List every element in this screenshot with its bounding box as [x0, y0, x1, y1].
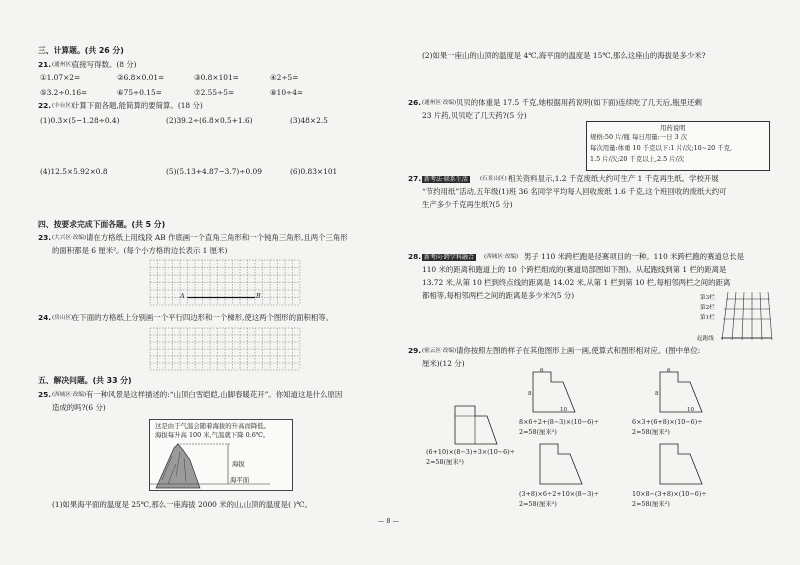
figure-top-right [650, 368, 710, 416]
formula-5-line1: 10×8−(3+8)×(10−6)÷ [632, 490, 707, 498]
formula-2-line1: 6×3+(6+8)×(10−6)÷ [632, 418, 703, 426]
fig-top-right-dim-base: 10 [687, 407, 695, 413]
q27-line3: 生产多少千克再生纸?(5 分) [422, 200, 513, 209]
q28-number: 28. [408, 252, 422, 261]
figure-bottom-right-shape [660, 444, 702, 484]
q22-item-4: (4)12.5×5.92×0.8 [40, 167, 108, 176]
section3-heading: 三、计算题。(共 26 分) [38, 46, 124, 55]
altitude-label: 海拔 [232, 460, 245, 468]
fig-top-right-dim-top: 6 [667, 368, 671, 374]
formula-1-line2: 2=58(厘米²) [519, 428, 557, 436]
q23-number: 23. [38, 233, 52, 242]
q22-item-5: (5)(5.13+4.87−3.7)÷0.09 [166, 167, 262, 176]
q26-number: 26. [408, 98, 422, 107]
section5-heading: 五、解决问题。(共 33 分) [38, 376, 132, 385]
q21-item-6: ⑥75÷0.15= [117, 88, 162, 97]
section4-heading: 四、按要求完成下面各题。(共 5 分) [38, 220, 166, 229]
q29-line2: 厘米)(12 分) [422, 359, 465, 368]
q21-tag: (通州区) [52, 62, 74, 68]
q23-tag: (大兴区·改编) [52, 235, 87, 241]
q21-item-2: ②6.8×0.01= [117, 73, 165, 82]
q21-item-5: ⑤3.2÷0.16= [40, 88, 88, 97]
start-line-label: 起跑线 [697, 336, 714, 342]
q22-item-6: (6)0.83×101 [290, 167, 338, 176]
hurdle-label-1: 第1栏 [700, 315, 715, 321]
q24-grid-lines [150, 328, 300, 370]
q21-item-8: ⑧10÷4= [270, 88, 304, 97]
q22-item-2: (2)39.2÷(6.8×0.5+1.6) [166, 116, 253, 125]
q27-badge-wrap [422, 174, 470, 184]
altitude-note-2: 海拔每升高 100 米,气温就下降 0.6℃。 [155, 431, 270, 439]
q25-tag: (西城区·改编) [52, 392, 87, 398]
q22-item-3: (3)48×2.5 [290, 116, 328, 125]
figure-bottom-left-shape [540, 444, 582, 484]
q21-text: 直接写得数。(8 分) [72, 60, 137, 69]
medicine-box-line-3: 1.5 片/次;20 千克以上,2.5 片/次 [590, 155, 685, 163]
q26-tag: (通州区·改编) [422, 100, 457, 106]
q28-line2: 110 米的距离和跑道上的 10 个跨栏组成的(赛道局部图如下图)。从起跑线到第 1 栏的距离是 [422, 265, 727, 274]
figure-bottom-right [650, 440, 710, 488]
page-number: — 8 — [378, 517, 399, 525]
mountain-drawing [150, 440, 290, 490]
q24-tag: (房山区) [52, 315, 74, 321]
q22-text: 计算下面各题,能简算的要简算。(18 分) [72, 101, 203, 110]
q22-number: 22. [38, 101, 52, 110]
medicine-box-title: 用药说明 [660, 124, 686, 132]
formula-4-line2: 2=58(厘米²) [519, 500, 557, 508]
example-figure [445, 400, 505, 450]
formula-3-line2: 2=58(厘米²) [426, 458, 464, 466]
q24-text: 在下面的方格纸上分别画一个平行四边形和一个梯形,使这两个图形的面积相等。 [72, 313, 334, 322]
point-b-label: B [256, 292, 261, 300]
q25-line2: 造成的吗?(6 分) [52, 403, 106, 412]
fig-top-left-dim-top: 6 [540, 368, 544, 374]
q27-badge: 新考法·联系生活 [424, 176, 468, 183]
figure-top-left-shape [533, 372, 575, 412]
formula-3-line1: (6+10)×(8−3)+3×(10−6)÷ [426, 448, 516, 456]
q29-line1: 请你按照左图的样子在其他图形上画一画,使算式和图形相对应。(图中单位: [456, 346, 701, 355]
q28-line1: 男子 110 米跨栏跑是径赛项目的一种。110 米跨栏跑的赛道总长是 [524, 252, 745, 261]
figure-top-right-shape [660, 372, 702, 412]
formula-4-line1: (3+8)×6÷2+10×(8−3)÷ [519, 490, 599, 498]
formula-2-line2: 2=58(厘米²) [632, 428, 670, 436]
fig-top-left-dim-side: 8 [528, 391, 532, 397]
q28-line4: 都相等,每相邻两栏之间的距离是多少米?(5 分) [422, 291, 575, 300]
q29-number: 29. [408, 346, 422, 355]
q26-line2: 23 片药,贝贝吃了几天药?(5 分) [422, 111, 527, 120]
q21-item-3: ③0.8×101= [194, 73, 239, 82]
q26-line1: 贝贝的体重是 17.5 千克,她根据用药说明(如下面)连续吃了几天后,瓶里还剩 [456, 98, 702, 107]
formula-1-line1: 8×6÷2+(8−3)×(10−6)÷ [519, 418, 599, 426]
medicine-box-line-2: 每次用量:体重 10 千克以下:1 片/次;10∼20 千克, [590, 144, 733, 152]
q23-grid[interactable] [150, 260, 300, 305]
figure-top-left [523, 368, 583, 416]
q28-tag: (西城区·改编) [484, 254, 519, 260]
medicine-box-line-1: 规格:50 片/瓶 每日用量:一日 3 次 [590, 133, 688, 141]
q27-number: 27. [408, 174, 422, 183]
q25-sub1: (1)如果海平面的温度是 25℃,那么一座海拔 2000 米的山,山顶的温度是( )℃。 [52, 500, 312, 509]
q27-line1: 相关资料显示,1.2 千克废纸大约可生产 1 千克再生纸。学校开展 [508, 174, 719, 183]
q25-line1: 有一种风景是这样描述的:“山顶白雪皑皑,山脚春暖花开”。你知道这是什么原因 [86, 390, 343, 399]
q21-item-7: ⑦2.55÷5= [194, 88, 235, 97]
example-shape [455, 406, 497, 444]
q29-tag: (密云区·改编) [422, 348, 457, 354]
mountain-shape [156, 444, 200, 488]
q21-number: 21. [38, 60, 52, 69]
q25-sub2: (2)如果一座山的山顶的温度是 4℃,海平面的温度是 15℃,那么这座山的海拔是多少米? [422, 51, 706, 60]
q23-line2: 的面积都是 6 厘米²。(每个小方格的边长表示 1 厘米) [52, 246, 228, 255]
hurdle-label-3: 第3栏 [700, 295, 715, 301]
q21-item-4: ④2÷5= [270, 73, 299, 82]
point-a-label: A [180, 292, 185, 300]
q24-grid[interactable] [150, 328, 300, 370]
fig-top-left-dim-base: 10 [560, 407, 568, 413]
q21-item-1: ①1.07×2= [40, 73, 81, 82]
fig-top-right-dim-side: 8 [655, 391, 659, 397]
formula-5-line2: 2=58(厘米²) [632, 500, 670, 508]
q22-item-1: (1)0.3×(5−1.28÷0.4) [40, 116, 120, 125]
q22-tag: (丰台区) [52, 103, 74, 109]
sea-level-label: 海平面 [230, 476, 250, 484]
q24-number: 24. [38, 313, 52, 322]
q27-tag: (石景山区) [480, 176, 507, 182]
figure-bottom-left [530, 440, 590, 488]
q23-line1: 请在方格纸上用线段 AB 作底画一个直角三角形和一个钝角三角形,且两个三角形 [86, 233, 348, 242]
q28-line3: 13.72 米,从第 10 栏到终点线的距离是 14.02 米,从第 1 栏到第 10 栏,每相邻两栏之间的距离 [422, 278, 731, 287]
q27-line2: “节约用纸”活动,五年级(1)班 36 名同学平均每人回收废纸 1.6 千克,这个班回收的废纸大约可 [422, 187, 727, 196]
q23-grid-lines [150, 260, 300, 305]
hurdle-track-diagram [718, 290, 770, 342]
q28-badge: 新考向·跨学科融合 [424, 254, 474, 261]
q28-badge-wrap [422, 252, 476, 262]
altitude-note-1: 这是由于气温会随着海拔的升高而降低。 [155, 422, 271, 430]
hurdle-label-2: 第2栏 [700, 305, 715, 311]
q25-number: 25. [38, 390, 52, 399]
